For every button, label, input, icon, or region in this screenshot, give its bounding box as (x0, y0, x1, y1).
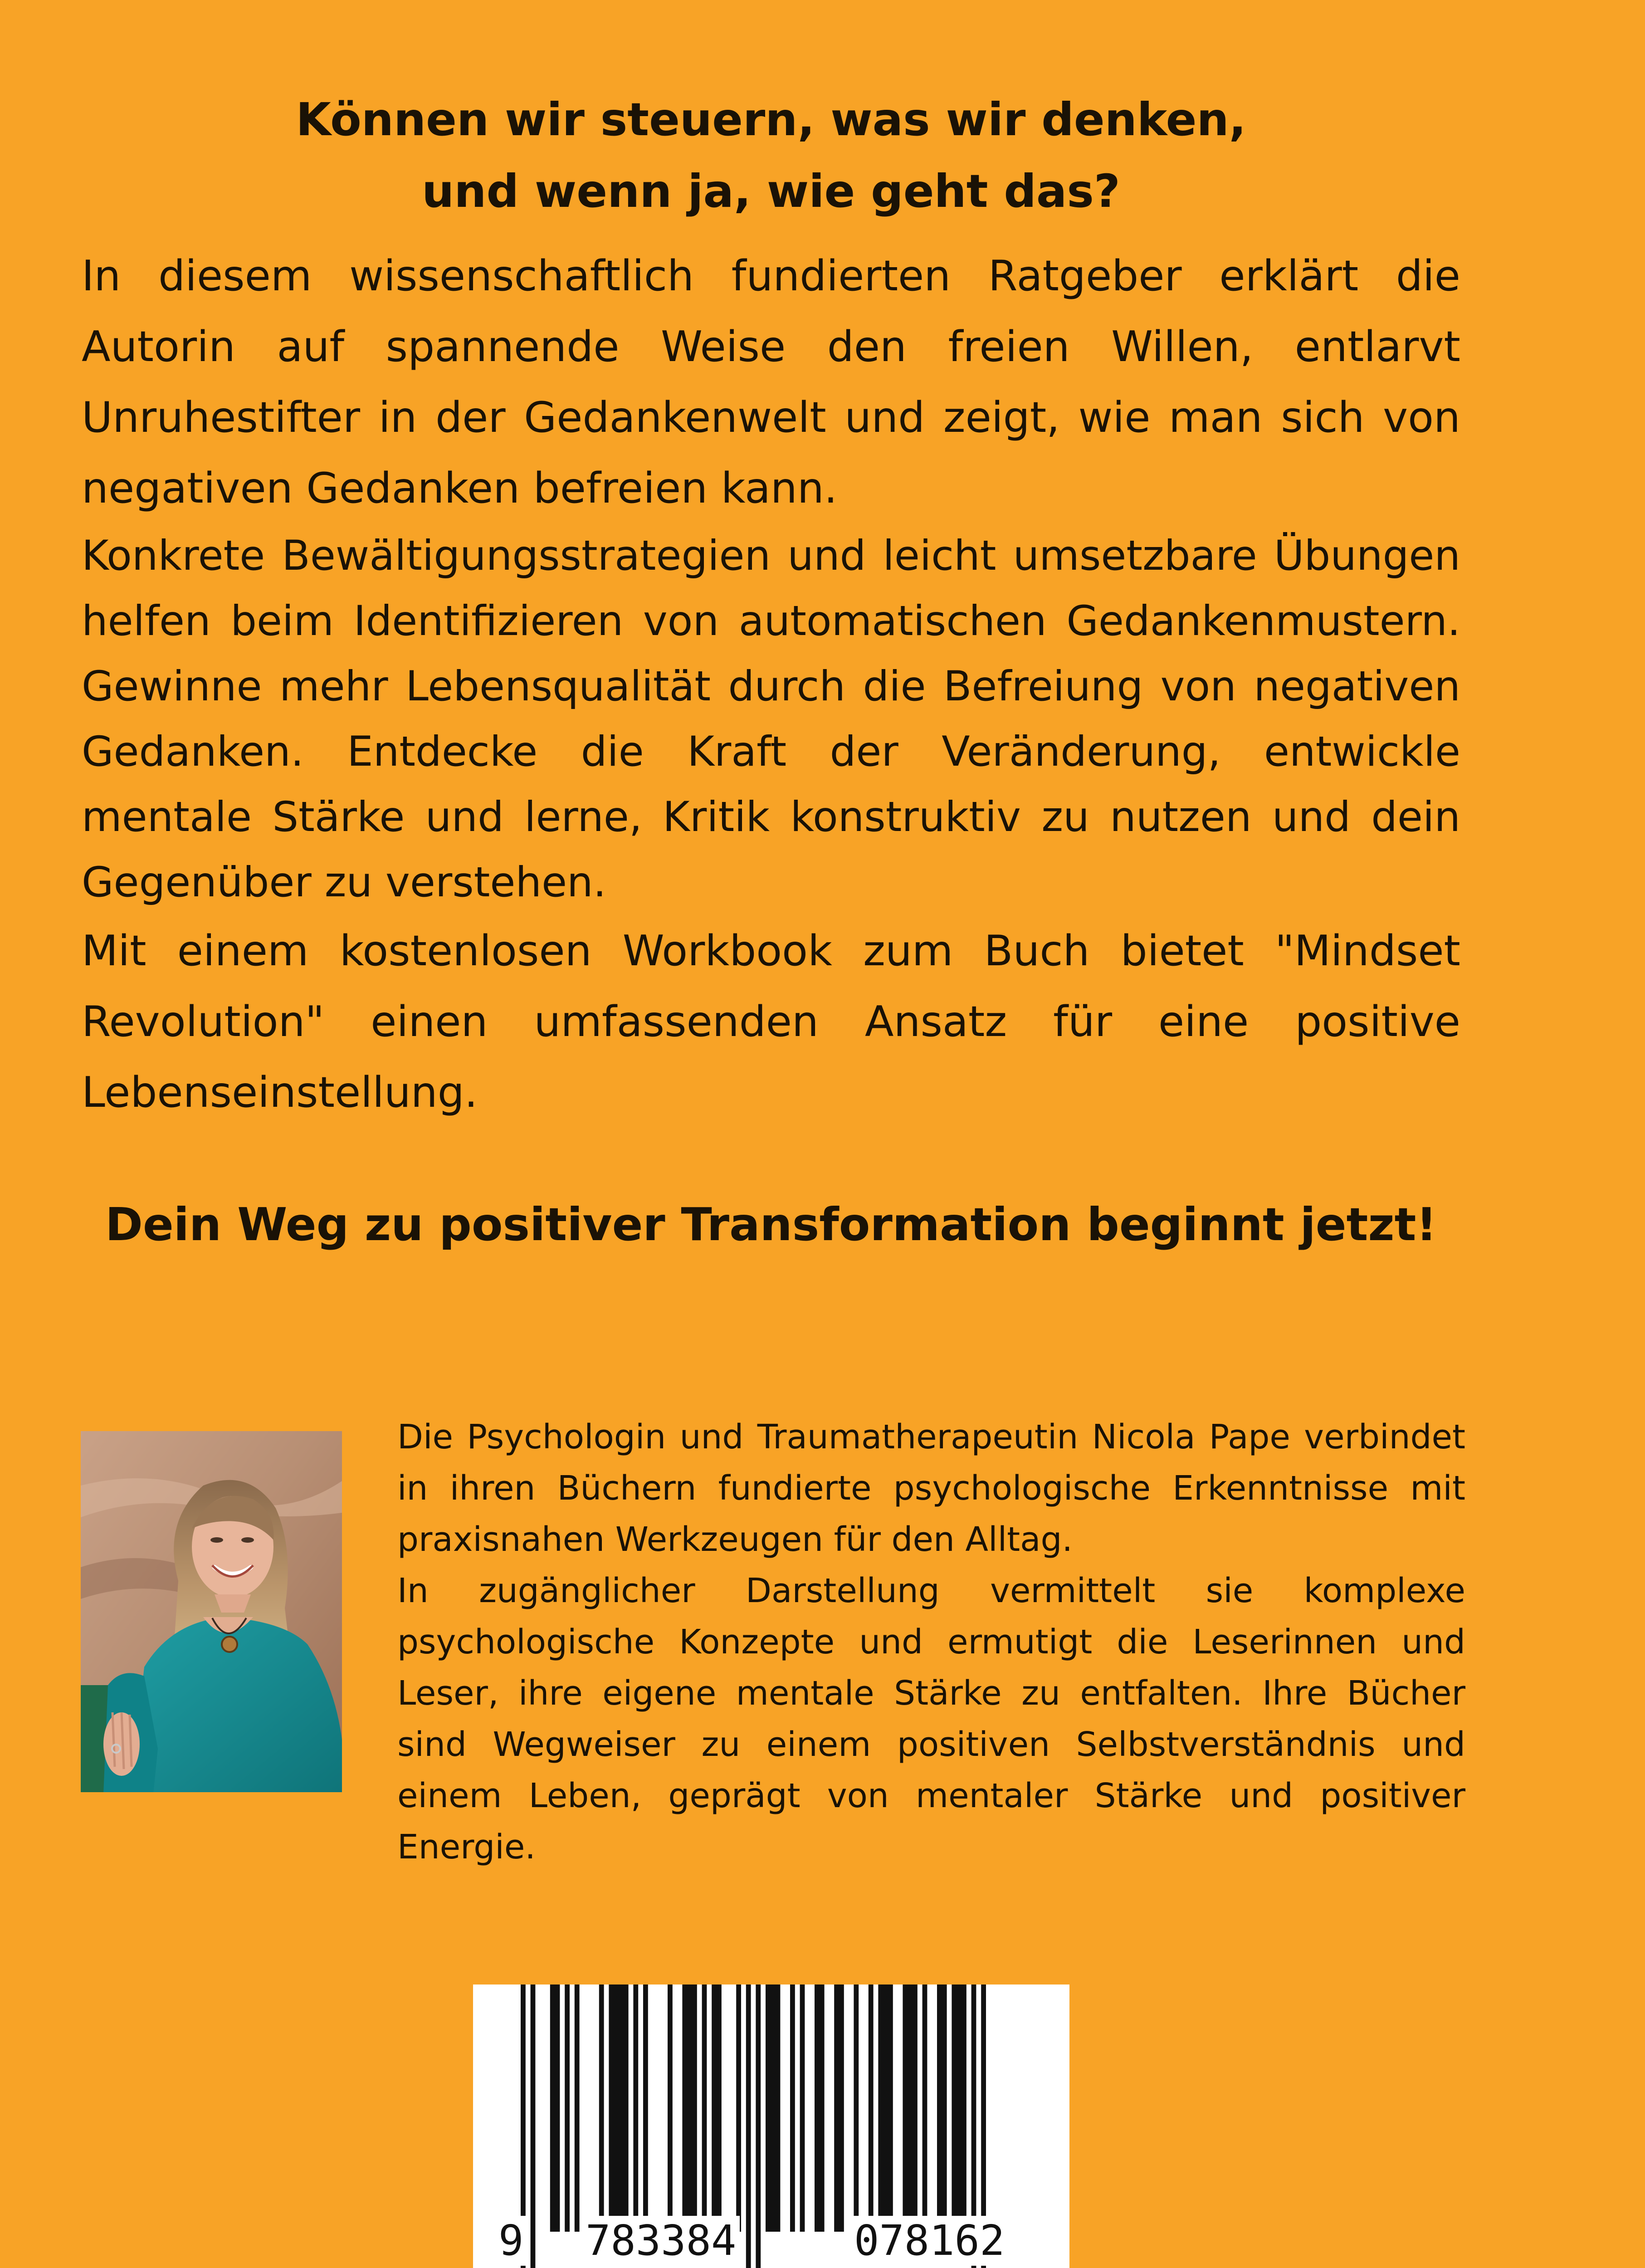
author-photo (81, 1431, 342, 1792)
barcode-bar (565, 1984, 570, 2232)
barcode-bar (854, 1984, 859, 2232)
barcode-digit-first: 9 (495, 2216, 527, 2266)
isbn-barcode (473, 1984, 1069, 2268)
book-description (82, 240, 1460, 1128)
barcode-digits (473, 2216, 1069, 2266)
barcode-group-left: 783384 (582, 2216, 740, 2266)
barcode-bar (682, 1984, 697, 2232)
barcode-bar (878, 1984, 893, 2232)
barcode-bar (712, 1984, 722, 2232)
barcode-bar (599, 1984, 604, 2232)
barcode-group-right: 078162 (850, 2216, 1008, 2266)
barcode-bar (937, 1984, 947, 2232)
barcode-bar (643, 1984, 648, 2232)
description-paragraph-3: Mit einem kostenlosen Workbook zum Buch bietet "Mindset Revolution" einen umfassenden Ansatz für eine positive Lebenseinstellung. (82, 926, 1460, 1117)
barcode-bar (815, 1984, 825, 2232)
headline-line-2: und wenn ja, wie geht das? (422, 165, 1120, 218)
barcode-bar (575, 1984, 580, 2232)
barcode-bar (923, 1984, 927, 2232)
barcode-bar (736, 1984, 741, 2232)
barcode-bar (668, 1984, 673, 2232)
barcode-bar (903, 1984, 917, 2232)
barcode-bar (952, 1984, 966, 2232)
description-paragraph-2: Konkrete Bewältigungsstrategien und leicht umsetzbare Übungen helfen beim Identifizieren von automatischen Gedankenmustern. Gewinne mehr Lebensqualität durch die Befreiung von negativen Gedanken. Entdecke die Kraft der Veränderung, entwickle mentale Stärke und lerne, Kritik konstruktiv zu nutzen und dein Gegenüber zu verstehen. (82, 532, 1460, 906)
description-paragraph-1: In diesem wissenschaftlich fundierten Ratgeber erklärt die Autorin auf spannende Weise den freien Willen, entlarvt Unruhestifter in der Gedankenwelt und zeigt, wie man sich von negativen Gedanken befreien kann. (82, 251, 1460, 513)
barcode-bar (800, 1984, 805, 2232)
bio-paragraph-2: In zugänglicher Darstellung vermittelt sie komplexe psychologische Konzepte und ermutigt die Leserinnen und Leser, ihre eigene mentale Stärke zu entfalten. Ihre Bücher sind Wegweiser zu einem positiven Selbstverständnis und einem Leben, geprägt von mentaler Stärke und positiver Energie. (397, 1571, 1465, 1867)
headline-line-1: Können wir steuern, was wir denken, (296, 93, 1246, 146)
call-to-action: Dein Weg zu positiver Transformation beginnt jetzt! (105, 1198, 1437, 1251)
barcode-bar (834, 1984, 844, 2232)
barcode-bar (633, 1984, 638, 2232)
barcode-bar (766, 1984, 780, 2232)
barcode-bar (702, 1984, 707, 2232)
barcode-bar (790, 1984, 795, 2232)
barcode-bar (609, 1984, 628, 2232)
barcode-bar (550, 1984, 560, 2232)
barcode-bar (869, 1984, 874, 2232)
author-bio (397, 1412, 1465, 1873)
bio-paragraph-1: Die Psychologin und Traumatherapeutin Nicola Pape verbindet in ihren Büchern fundierte psychologische Erkenntnisse mit praxisnahen Werkzeugen für den Alltag. (397, 1418, 1465, 1559)
